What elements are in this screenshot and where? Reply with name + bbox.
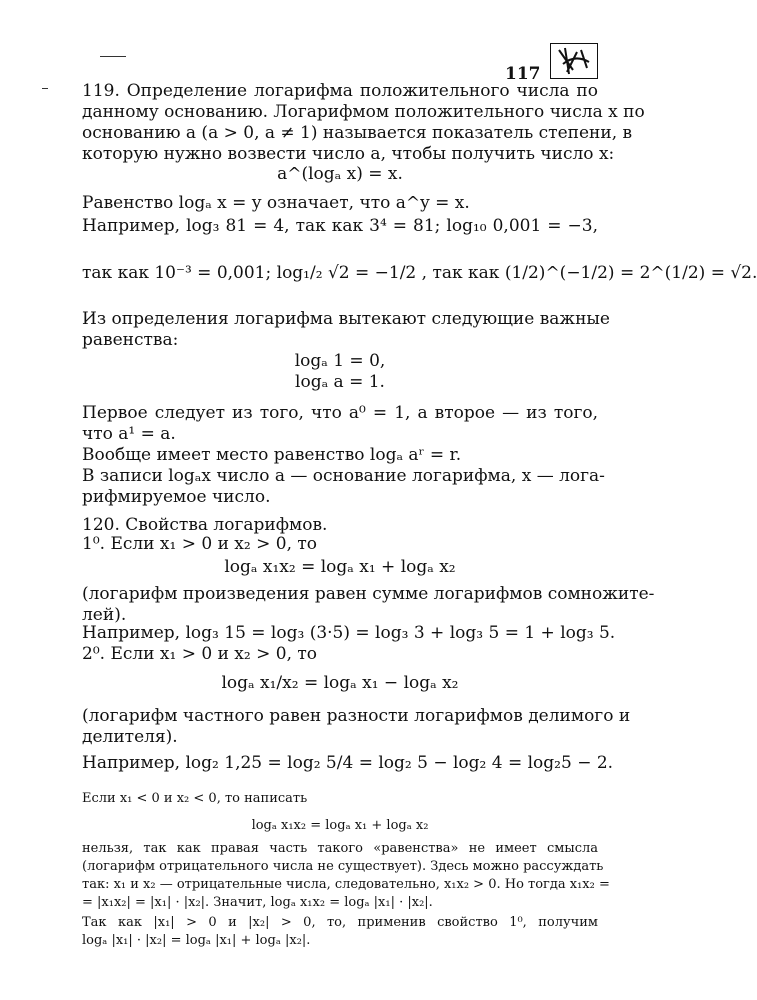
- text-line: Например, log₃ 81 = 4, так как 3⁴ = 81; log₁₀ 0,001 = −3,: [82, 216, 598, 236]
- text-line: 119. Определение логарифма положительного числа по: [82, 81, 598, 101]
- text-line: Например, log₂ 1,25 = log₂ 5/4 = log₂ 5 − log₂ 4 = log₂5 − 2.: [82, 753, 614, 773]
- text-line: 2⁰. Если x₁ > 0 и x₂ > 0, то: [82, 644, 318, 664]
- text-line: В записи logₐx число a — основание логарифма, x — лога-: [82, 466, 605, 486]
- text-line: logₐ x₁x₂ = logₐ x₁ + logₐ x₂: [224, 557, 456, 577]
- text-line: logₐ a = 1.: [295, 372, 385, 392]
- text-line: основанию a (a > 0, a ≠ 1) называется показатель степени, в: [82, 123, 633, 143]
- text-line: делителя).: [82, 727, 178, 747]
- text-line: Равенство logₐ x = y означает, что a^y = x.: [82, 193, 470, 213]
- text-line: Так как |x₁| > 0 и |x₂| > 0, то, применив свойство 1⁰, получим: [82, 915, 598, 930]
- text-line: 1⁰. Если x₁ > 0 и x₂ > 0, то: [82, 534, 318, 554]
- margin-pencil-mark: [100, 56, 126, 57]
- text-line: logₐ |x₁| · |x₂| = logₐ |x₁| + logₐ |x₂|.: [82, 933, 311, 948]
- text-line: равенства:: [82, 330, 179, 350]
- text-line: logₐ x₁/x₂ = logₐ x₁ − logₐ x₂: [221, 673, 459, 693]
- text-line: Первое следует из того, что a⁰ = 1, а второе — из того,: [82, 403, 598, 423]
- text-line: так: x₁ и x₂ — отрицательные числа, следовательно, x₁x₂ > 0. Но тогда x₁x₂ =: [82, 877, 610, 892]
- text-line: лей).: [82, 605, 127, 625]
- text-line: = |x₁x₂| = |x₁| · |x₂|. Значит, logₐ x₁x₂ = logₐ |x₁| · |x₂|.: [82, 895, 433, 910]
- text-line: logₐ x₁x₂ = logₐ x₁ + logₐ x₂: [251, 818, 429, 833]
- margin-tick-mark: [42, 88, 48, 89]
- text-line: рифмируемое число.: [82, 487, 271, 507]
- text-line: Если x₁ < 0 и x₂ < 0, то написать: [82, 791, 308, 806]
- text-line: (логарифм частного равен разности логарифмов делимого и: [82, 706, 631, 726]
- library-stamp: [550, 43, 598, 79]
- text-line: Вообще имеет место равенство logₐ aʳ = r.: [82, 445, 462, 465]
- text-line: (логарифм произведения равен сумме логарифмов сомножите-: [82, 584, 655, 604]
- text-line: logₐ 1 = 0,: [294, 351, 386, 371]
- page-number: 117: [505, 64, 541, 84]
- text-line: (логарифм отрицательного числа не существует). Здесь можно рассуждать: [82, 859, 604, 874]
- text-line: a^(logₐ x) = x.: [277, 164, 403, 184]
- text-line: нельзя, так как правая часть такого «равенства» не имеет смысла: [82, 841, 598, 856]
- text-line: так как 10⁻³ = 0,001; log₁/₂ √2 = −1/2 , так как (1/2)^(−1/2) = 2^(1/2) = √2.: [82, 263, 757, 283]
- text-line: Из определения логарифма вытекают следующие важные: [82, 309, 610, 329]
- text-line: которую нужно возвести число a, чтобы получить число x:: [82, 144, 615, 164]
- text-line: данному основанию. Логарифмом положительного числа x по: [82, 102, 645, 122]
- text-line: что a¹ = a.: [82, 424, 176, 444]
- text-line: Например, log₃ 15 = log₃ (3·5) = log₃ 3 + log₃ 5 = 1 + log₃ 5.: [82, 623, 616, 643]
- text-line: 120. Свойства логарифмов.: [82, 515, 328, 535]
